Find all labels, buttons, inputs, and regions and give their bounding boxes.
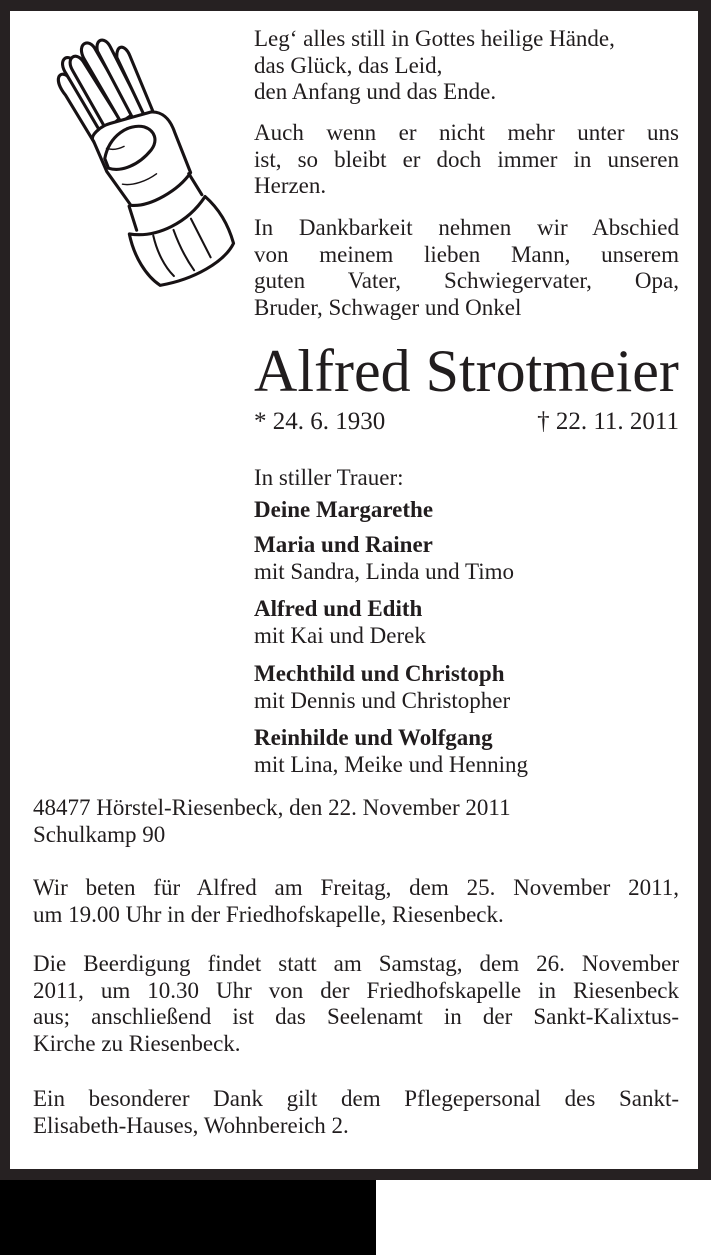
place-date xyxy=(33,795,679,848)
mourner-name: Reinhilde und Wolfgang xyxy=(254,725,493,750)
mourner-group xyxy=(254,496,679,523)
prayer-line: um 19.00 Uhr in der Friedhofskapelle, Riesenbeck. xyxy=(33,901,504,927)
thanks-line: Ein besonderer Dank gilt dem Pflegepersonal des Sankt- xyxy=(33,1086,679,1111)
remembrance-line: Auch wenn er nicht mehr unter uns xyxy=(254,120,679,145)
thanks-line: Elisabeth-Hauses, Wohnbereich 2. xyxy=(33,1112,349,1138)
remembrance-paragraph xyxy=(254,120,679,200)
prayer-paragraph xyxy=(33,875,679,928)
mourner-children: mit Kai und Derek xyxy=(254,623,426,648)
farewell-line: In Dankbarkeit nehmen wir Abschied xyxy=(254,215,679,240)
mourner-children: mit Sandra, Linda und Timo xyxy=(254,559,515,584)
mourner-group xyxy=(254,724,679,778)
mourning-heading: In stiller Trauer: xyxy=(254,465,404,490)
remembrance-line: ist, so bleibt er doch immer in unseren xyxy=(254,146,679,172)
burial-line: 2011, um 10.30 Uhr von der Friedhofskapelle in Riesenbeck xyxy=(33,977,679,1003)
burial-line: Kirche zu Riesenbeck. xyxy=(33,1030,241,1056)
thanks-paragraph xyxy=(33,1086,679,1139)
deceased-name: Alfred Strotmeier xyxy=(254,338,679,404)
mourner-name: Maria und Rainer xyxy=(254,532,433,557)
mourner-children: mit Dennis und Christopher xyxy=(254,688,511,713)
praying-hands-drawing xyxy=(14,26,232,294)
epigraph-line: Leg‘ alles still in Gottes heilige Hände, xyxy=(254,26,615,51)
mourner-name: Deine Margarethe xyxy=(254,497,434,522)
place-date-line: Schulkamp 90 xyxy=(33,821,166,847)
farewell-line: von meinem lieben Mann, unserem xyxy=(254,241,679,267)
prayer-line: Wir beten für Alfred am Freitag, dem 25. November 2011, xyxy=(33,875,679,900)
mourner-group xyxy=(254,531,679,585)
mourner-name: Alfred und Edith xyxy=(254,596,423,621)
remembrance-line: Herzen. xyxy=(254,173,327,198)
mourner-name: Mechthild und Christoph xyxy=(254,661,505,686)
epigraph-line: den Anfang und das Ende. xyxy=(254,79,497,104)
epigraph xyxy=(254,26,679,106)
life-dates xyxy=(254,408,679,436)
farewell-line: guten Vater, Schwiegervater, Opa, xyxy=(254,268,679,293)
mourner-children: mit Lina, Meike und Henning xyxy=(254,752,529,777)
farewell-paragraph xyxy=(254,215,679,321)
burial-paragraph xyxy=(33,951,679,1057)
burial-line: Die Beerdigung findet statt am Samstag, dem 26. November xyxy=(33,951,679,976)
birth-date: * 24. 6. 1930 xyxy=(254,408,386,435)
scan-black-block xyxy=(0,1180,376,1255)
praying-hands-image xyxy=(14,26,232,294)
farewell-line: Bruder, Schwager und Onkel xyxy=(254,294,522,320)
mourner-group xyxy=(254,595,679,649)
burial-line: aus; anschließend ist das Seelenamt in der Sankt-Kalixtus- xyxy=(33,1004,679,1029)
place-date-line: 48477 Hörstel-Riesenbeck, den 22. November 2011 xyxy=(33,795,511,820)
epigraph-line: das Glück, das Leid, xyxy=(254,52,443,78)
mourner-group xyxy=(254,660,679,714)
death-date: † 22. 11. 2011 xyxy=(537,408,679,435)
